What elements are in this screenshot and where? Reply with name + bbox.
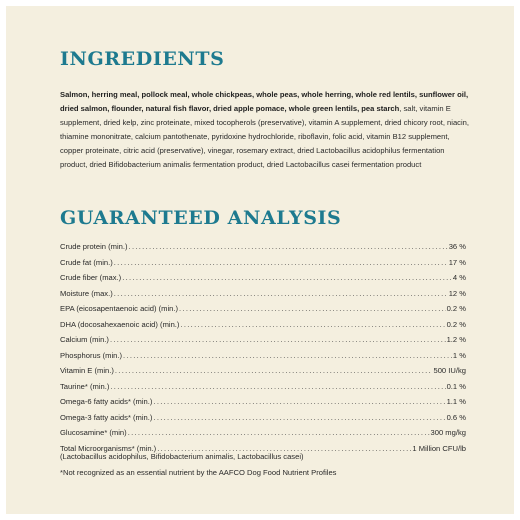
analysis-value: 1 Million CFU/lb bbox=[412, 443, 466, 453]
dot-leader bbox=[110, 382, 445, 391]
aafco-footnote: *Not recognized as an essential nutrient by the AAFCO Dog Food Nutrient Profiles bbox=[60, 468, 337, 477]
analysis-row-omega-3 bbox=[60, 413, 466, 429]
analysis-value: 0.2 % bbox=[446, 304, 466, 313]
analysis-row-glucosamine bbox=[60, 428, 466, 444]
analysis-row-phosphorus bbox=[60, 351, 466, 367]
guaranteed-analysis-table bbox=[60, 242, 466, 459]
analysis-label: Taurine* (min.) bbox=[60, 381, 110, 391]
analysis-label: Omega-3 fatty acids* (min.) bbox=[60, 412, 153, 422]
analysis-row-omega-6 bbox=[60, 397, 466, 413]
analysis-value: 1.2 % bbox=[446, 335, 466, 344]
analysis-row-epa bbox=[60, 304, 466, 320]
analysis-value: 0.6 % bbox=[446, 412, 466, 422]
analysis-value: 1 % bbox=[452, 350, 466, 360]
dot-leader bbox=[114, 258, 448, 267]
analysis-row-crude-protein bbox=[60, 242, 466, 258]
analysis-label: Glucosamine* (min) bbox=[60, 428, 127, 437]
analysis-label: EPA (eicosapentaenoic acid) (min.) bbox=[60, 304, 179, 313]
dot-leader bbox=[180, 320, 445, 329]
analysis-label: Crude protein (min.) bbox=[60, 242, 128, 251]
analysis-value: 500 IU/kg bbox=[433, 366, 466, 375]
analysis-row-dha bbox=[60, 320, 466, 336]
analysis-row-crude-fiber bbox=[60, 273, 466, 289]
analysis-value: 300 mg/kg bbox=[430, 428, 466, 437]
analysis-label: DHA (docosahexaenoic acid) (min.) bbox=[60, 319, 180, 329]
analysis-row-moisture bbox=[60, 289, 466, 305]
ingredients-list bbox=[60, 88, 472, 172]
dot-leader bbox=[114, 289, 448, 298]
analysis-value: 17 % bbox=[448, 257, 466, 267]
analysis-value: 1.1 % bbox=[446, 397, 466, 406]
analysis-row-calcium bbox=[60, 335, 466, 351]
analysis-label: Crude fiber (max.) bbox=[60, 273, 122, 282]
dot-leader bbox=[153, 413, 445, 422]
analysis-label: Moisture (max.) bbox=[60, 288, 113, 298]
ingredients-heading: INGREDIENTS bbox=[60, 48, 225, 70]
analysis-row-crude-fat bbox=[60, 258, 466, 274]
analysis-value: 0.1 % bbox=[446, 381, 466, 391]
dot-leader bbox=[179, 304, 446, 313]
analysis-row-taurine bbox=[60, 382, 466, 398]
analysis-value: 36 % bbox=[448, 242, 466, 251]
analysis-label: Crude fat (min.) bbox=[60, 257, 113, 267]
analysis-label: Omega-6 fatty acids* (min.) bbox=[60, 397, 153, 406]
analysis-label: Total Microorganisms* (min.) bbox=[60, 443, 157, 453]
analysis-value: 12 % bbox=[448, 288, 466, 298]
dot-leader bbox=[110, 335, 446, 344]
microorganism-note: (Lactobacillus acidophilus, Bifidobacterium animalis, Lactobacillus casei) bbox=[60, 452, 304, 461]
dot-leader bbox=[115, 366, 433, 375]
analysis-value: 4 % bbox=[452, 273, 466, 282]
analysis-value: 0.2 % bbox=[446, 319, 466, 329]
analysis-label: Vitamin E (min.) bbox=[60, 366, 114, 375]
analysis-label: Phosphorus (min.) bbox=[60, 350, 123, 360]
dot-leader bbox=[123, 351, 452, 360]
ingredients-bold-text: Salmon, herring meal, pollock meal, whole chickpeas, whole peas, whole herring, whole red lentils, sunflower oil, dried salmon, flounder, natural fish flavor, dried apple pomace, whole green lentils, pea starch bbox=[60, 90, 469, 113]
dot-leader bbox=[153, 397, 445, 406]
guaranteed-analysis-heading: GUARANTEED ANALYSIS bbox=[60, 207, 342, 229]
dot-leader bbox=[129, 242, 448, 251]
analysis-row-vitamin-e bbox=[60, 366, 466, 382]
ingredients-regular-text: , salt, vitamin E supplement, dried kelp, zinc proteinate, mixed tocopherols (preservative), vitamin A supplement, dried chicory root, niacin, thiamine mononitrate, calcium pantothenate, pyridoxine hydrochloride, riboflavin, folic acid, vitamin B12 supplement, copper proteinate, citric acid (preservative), vinegar, rosemary extract, dried Lactobacillus acidophilus fermentation product, dried Bifidobacterium animalis fermentation product, dried Lactobacillus casei fermentation product bbox=[60, 104, 469, 169]
analysis-label: Calcium (min.) bbox=[60, 335, 109, 344]
dot-leader bbox=[122, 273, 452, 282]
label-panel bbox=[6, 6, 514, 514]
dot-leader bbox=[128, 428, 430, 437]
